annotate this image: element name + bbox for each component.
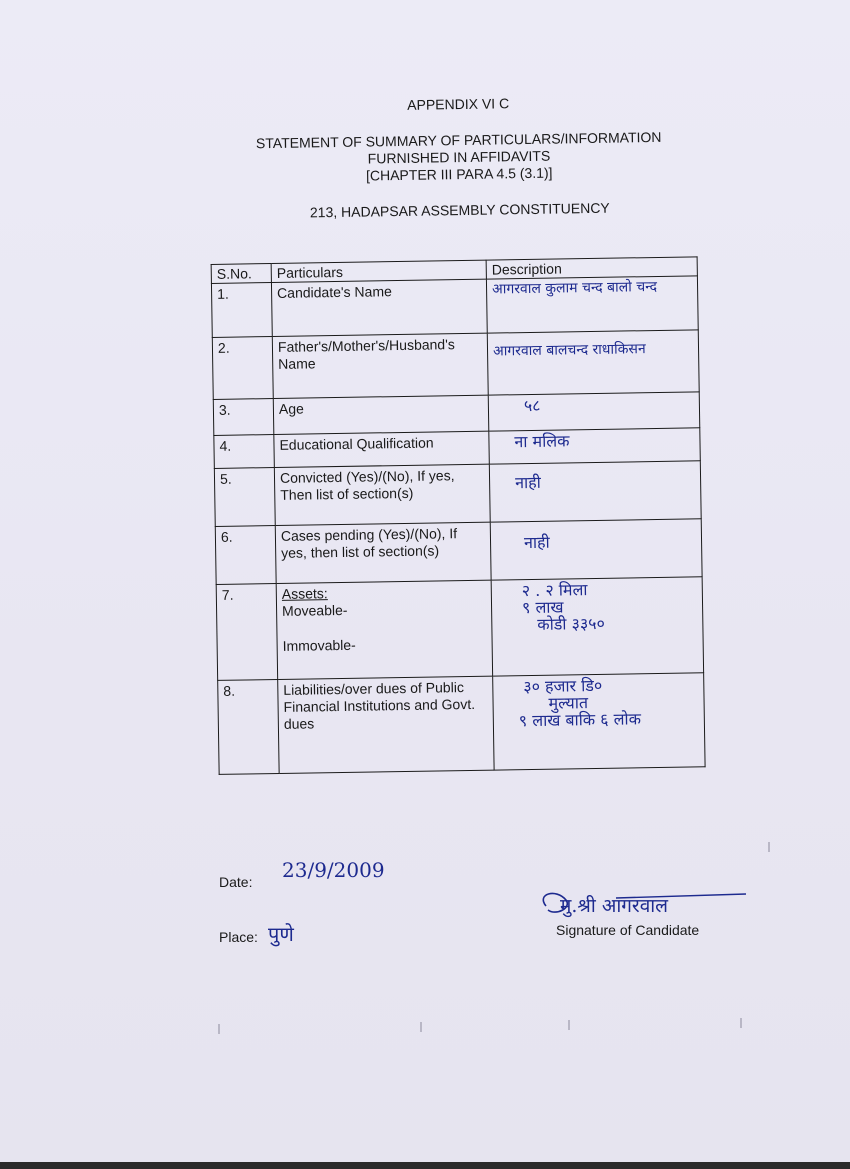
header-particulars: Particulars	[271, 260, 486, 282]
row-particulars: Liabilities/over dues of Public Financial Institutions and Govt. dues	[278, 676, 494, 773]
handwritten-entry: आगरवाल कुलाम चन्द बालो चन्द	[491, 278, 658, 298]
statement-line-2: FURNISHED IN AFFIDAVITS	[367, 147, 551, 167]
handwritten-entry: ९ लाख बाकि ६ लोक	[518, 709, 642, 731]
constituency-title: 213, HADAPSAR ASSEMBLY CONSTITUENCY	[309, 199, 610, 221]
row-particulars: Age	[273, 395, 489, 434]
row-sno: 5.	[214, 468, 275, 527]
row-sno: 1.	[211, 283, 272, 338]
row-particulars: Candidate's Name	[271, 279, 487, 336]
place-value: पुणे	[268, 922, 294, 946]
handwritten-entry: नाही	[523, 532, 550, 553]
handwritten-entry: नाही	[514, 472, 541, 493]
handwritten-entry: ५८	[523, 395, 541, 416]
row-particulars: Cases pending (Yes)/(No), If yes, then list of section(s)	[275, 522, 491, 583]
row-particulars: Convicted (Yes)/(No), If yes, Then list of section(s)	[274, 464, 490, 525]
signature-handwriting: मु.श्री आगरवाल	[560, 895, 669, 917]
row-sno: 2.	[212, 337, 273, 400]
scan-mark	[420, 1022, 422, 1032]
place-label: Place:	[219, 929, 258, 945]
date-value: 23/9/2009	[282, 858, 385, 882]
handwritten-entry: मुल्यात	[548, 693, 589, 713]
handwritten-entry: ९ लाख	[521, 597, 564, 618]
date-label: Date:	[219, 874, 253, 890]
immovable-label: Immovable-	[282, 636, 356, 654]
scan-mark	[768, 842, 770, 852]
moveable-label: Moveable-	[281, 601, 348, 619]
handwritten-entry: २ . २ मिला	[521, 580, 588, 601]
appendix-title: APPENDIX VI C	[407, 95, 510, 113]
row-particulars: Father's/Mother's/Husband's Name	[272, 333, 488, 398]
header-description: Description	[486, 257, 697, 279]
row-sno: 7.	[216, 583, 278, 680]
handwritten-entry: ना मलिक	[514, 431, 570, 452]
statement-line-1: STATEMENT OF SUMMARY OF PARTICULARS/INFORMATION	[255, 128, 662, 152]
handwritten-entry: कोडी ३३५०	[537, 613, 605, 634]
scan-mark	[568, 1020, 570, 1030]
row-sno: 8.	[218, 679, 279, 774]
handwritten-entry: आगरवाल बालचन्द राधाकिसन	[492, 341, 646, 360]
row-sno: 4.	[214, 435, 275, 469]
scan-mark	[740, 1018, 742, 1028]
signature-label: Signature of Candidate	[556, 922, 700, 938]
handwritten-entry: ३० हजार डि०	[523, 675, 603, 697]
scan-border	[0, 1162, 850, 1169]
assets-label: Assets:	[281, 585, 328, 602]
statement-line-3: [CHAPTER III PARA 4.5 (3.1)]	[365, 164, 553, 184]
row-sno: 6.	[215, 525, 276, 584]
header-sno: S.No.	[211, 264, 271, 284]
signature-icon	[536, 886, 756, 926]
row-sno: 3.	[213, 399, 274, 436]
scan-mark	[218, 1024, 220, 1034]
row-particulars: Educational Qualification	[274, 431, 489, 467]
